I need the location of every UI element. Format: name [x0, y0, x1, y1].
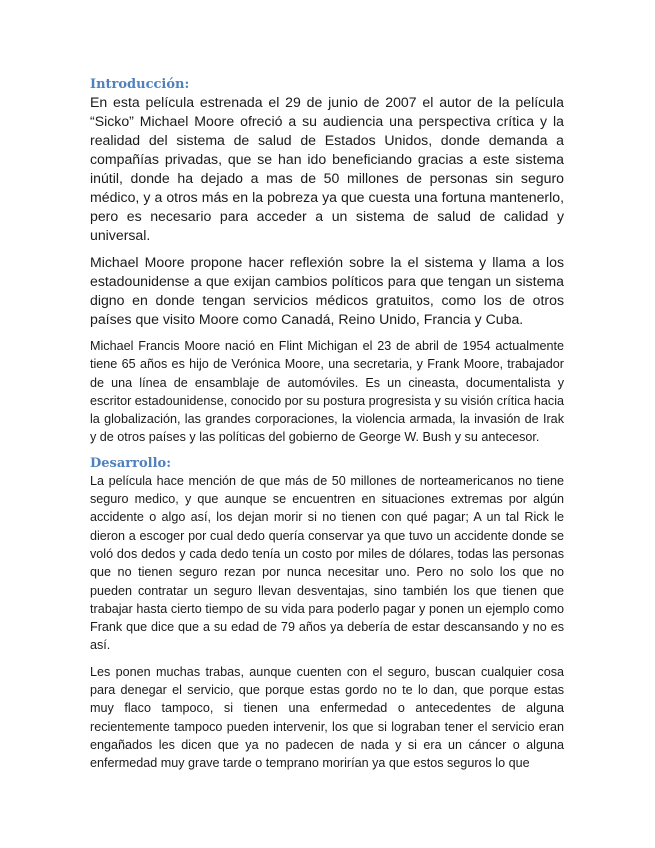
desarrollo-paragraph-1: La película hace mención de que más de 50 millones de norteamericanos no tiene seguro medico, y que aunque se encuentren en situaciones extremas por algún accidente o algo así, los dejan morir si no tienen con qué pagar; A un tal Rick le dieron a escoger por cual dedo quería conservar ya que tuvo un accidente donde se voló dos dedos y cada dedo tenía un costo por miles de dólares, todas las personas que no tienen seguro rezan por nunca necesitar uno. Pero no solo los que no pueden contratar un seguro llevan desventajas, sino también los que tienen que trabajar hasta cierto tiempo de su vida para poderlo pagar y ponen un ejemplo como Frank que dice que a su edad de 79 años ya debería de estar descansando y no es así.: [90, 473, 564, 653]
intro-paragraph-3: Michael Francis Moore nació en Flint Michigan el 23 de abril de 1954 actualmente tiene 65 años es hijo de Verónica Moore, una secretaria, y Frank Moore, trabajador de una línea de ensamblaje de automóviles. Es un cineasta, documentalista y escritor estadounidense, conocido por su postura progresista y su visión crítica hacia la globalización, las grandes corporaciones, la violencia armada, la invasión de Irak y de otros países y las políticas del gobierno de George W. Bush y su antecesor.: [90, 339, 564, 445]
intro-paragraph-1: En esta película estrenada el 29 de junio de 2007 el autor de la película “Sicko” Michael Moore ofreció a su audiencia una perspectiva crítica y la realidad del sistema de salud de Estados Unidos, donde demanda a compañías privadas, que se han ido beneficiando gracias a este sistema inútil, donde ha dejado a mas de 50 millones de personas sin seguro médico, y a otros más en la pobreza ya que cuesta una fortuna mantenerlo, pero es necesario para acceder a un sistema de salud de calidad y universal.: [90, 94, 564, 243]
section-heading-desarrollo: Desarrollo:: [90, 455, 172, 471]
document-page: [90, 76, 564, 781]
desarrollo-paragraph-2: Les ponen muchas trabas, aunque cuenten con el seguro, buscan cualquier cosa para denegar el servicio, que porque estas gordo no te lo dan, que porque estas muy flaco tampoco, si tienen una enfermedad o antecedentes de alguna recientemente tampoco pueden intervenir, los que si lograban tener el servicio eran engañados les dicen que ya no padecen de nada y si era un cáncer o alguna enfermedad muy grave tarde o temprano morirían ya que estos seguros lo que: [90, 664, 564, 771]
intro-paragraph-2: Michael Moore propone hacer reflexión sobre la el sistema y llama a los estadounidense a que exijan cambios políticos para que tengan un sistema digno en donde tengan servicios médicos gratuitos, como los de otros países que visito Moore como Canadá, Reino Unido, Francia y Cuba.: [90, 254, 564, 327]
section-heading-introduccion: Introducción:: [90, 77, 190, 92]
